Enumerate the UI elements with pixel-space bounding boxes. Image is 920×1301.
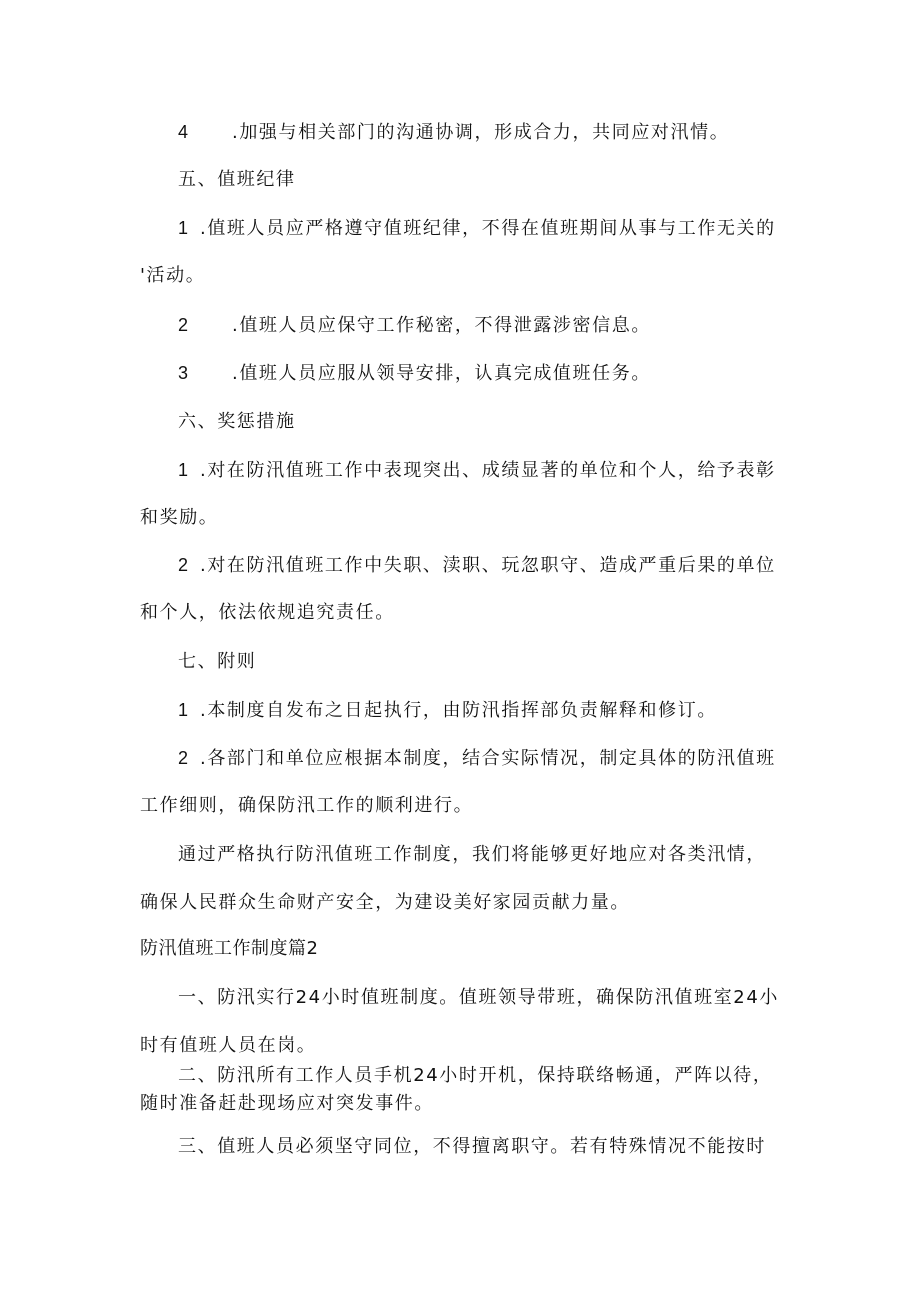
part-2-item-3: 三、值班人员必须坚守同位，不得擅离职守。若有特殊情况不能按时 bbox=[178, 1136, 766, 1157]
item-number: 1 bbox=[178, 700, 189, 720]
closing-paragraph: 通过严格执行防汛值班工作制度，我们将能够更好地应对各类汛情， bbox=[178, 844, 766, 865]
section-heading-7: 七、附则 bbox=[178, 651, 257, 672]
paragraph-5-3 bbox=[178, 361, 651, 386]
paragraph-6-1-continued: 和奖励。 bbox=[140, 507, 219, 528]
paragraph-6-2-continued: 和个人，依法依规追究责任。 bbox=[140, 602, 395, 623]
item-number: 1 bbox=[178, 460, 189, 480]
paragraph-7-1 bbox=[178, 698, 717, 723]
item-text: .值班人员应严格遵守值班纪律，不得在值班期间从事与工作无关的 bbox=[200, 218, 776, 239]
section-heading-6: 六、奖惩措施 bbox=[178, 411, 296, 432]
item-number: 1 bbox=[178, 218, 189, 238]
item-number: 2 bbox=[178, 315, 189, 335]
part-2-item-1: 一、防汛实行24小时值班制度。值班领导带班，确保防汛值班室24小 bbox=[178, 987, 780, 1008]
paragraph-6-2 bbox=[178, 553, 776, 578]
part-2-title: 防汛值班工作制度篇2 bbox=[140, 938, 319, 959]
paragraph-6-1 bbox=[178, 458, 776, 483]
section-heading-5: 五、值班纪律 bbox=[178, 169, 296, 190]
part-2-item-1-continued: 时有值班人员在岗。 bbox=[140, 1035, 317, 1056]
item-text: .对在防汛值班工作中失职、渎职、玩忽职守、造成严重后果的单位 bbox=[200, 555, 776, 576]
item-text: .加强与相关部门的沟通协调，形成合力，共同应对汛情。 bbox=[232, 122, 730, 143]
item-number: 4 bbox=[178, 122, 189, 142]
item-4 bbox=[178, 120, 729, 145]
part-2-item-2: 二、防汛所有工作人员手机24小时开机，保持联络畅通，严阵以待， bbox=[178, 1065, 773, 1086]
item-text: .值班人员应服从领导安排，认真完成值班任务。 bbox=[232, 363, 651, 384]
paragraph-7-2 bbox=[178, 746, 776, 771]
item-number: 2 bbox=[178, 555, 189, 575]
item-text: .对在防汛值班工作中表现突出、成绩显著的单位和个人，给予表彰 bbox=[200, 460, 776, 481]
item-text: .值班人员应保守工作秘密，不得泄露涉密信息。 bbox=[232, 315, 651, 336]
paragraph-5-1 bbox=[178, 216, 776, 241]
closing-paragraph-continued: 确保人民群众生命财产安全，为建设美好家园贡献力量。 bbox=[140, 892, 630, 913]
item-text: .本制度自发布之日起执行，由防汛指挥部负责解释和修订。 bbox=[200, 700, 717, 721]
part-2-item-2-continued: 随时准备赶赴现场应对突发事件。 bbox=[140, 1093, 434, 1114]
item-text: .各部门和单位应根据本制度，结合实际情况，制定具体的防汛值班 bbox=[200, 748, 776, 769]
paragraph-5-2 bbox=[178, 313, 651, 338]
paragraph-5-1-continued: '活动。 bbox=[140, 265, 206, 286]
item-number: 2 bbox=[178, 748, 189, 768]
paragraph-7-2-continued: 工作细则，确保防汛工作的顺利进行。 bbox=[140, 795, 474, 816]
item-number: 3 bbox=[178, 363, 189, 383]
